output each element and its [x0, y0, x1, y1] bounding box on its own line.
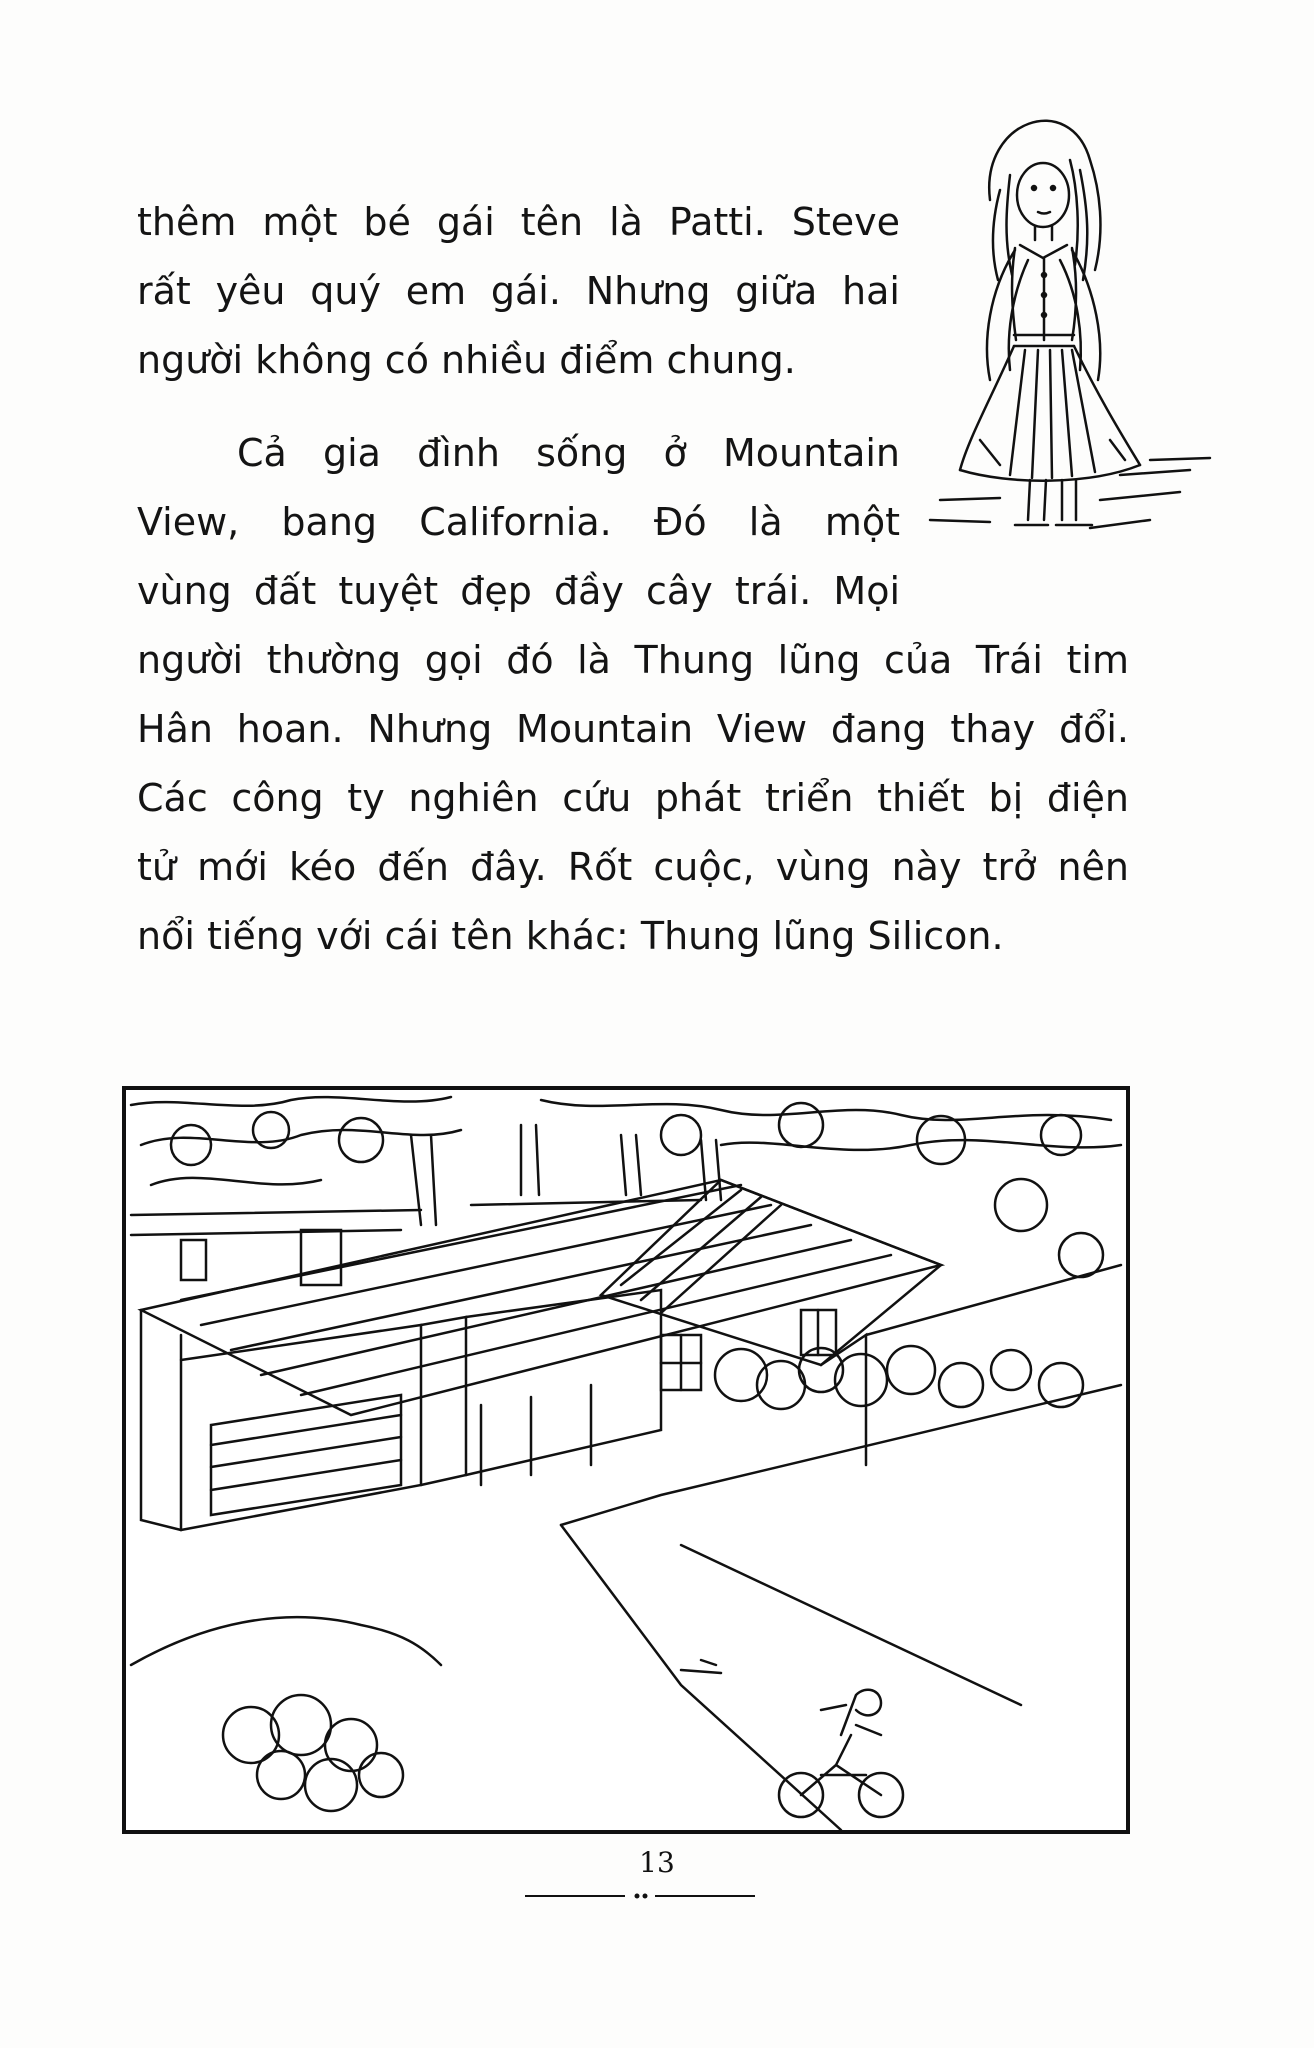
text-line: Cả gia đình sống ở Mountain	[237, 431, 900, 475]
text-line: nổi tiếng với cái tên khác: Thung lũng Silicon.	[137, 914, 1004, 958]
girl-illustration	[920, 80, 1220, 540]
text-line: vùng đất tuyệt đẹp đầy cây trái. Mọi	[137, 569, 900, 613]
page-number-ornament	[525, 1892, 755, 1900]
text-line: Hân hoan. Nhưng Mountain View đang thay đổi.	[137, 707, 1129, 751]
page-number: 13	[639, 1846, 675, 1879]
house-illustration	[121, 1085, 1131, 1835]
text-line: tử mới kéo đến đây. Rốt cuộc, vùng này trở nên	[137, 845, 1129, 889]
text-line: View, bang California. Đó là một	[137, 500, 900, 544]
text-line: người thường gọi đó là Thung lũng của Trái tim	[137, 638, 1129, 682]
text-line: rất yêu quý em gái. Nhưng giữa hai	[137, 269, 900, 313]
text-line: Các công ty nghiên cứu phát triển thiết bị điện	[137, 776, 1129, 820]
text-line: người không có nhiều điểm chung.	[137, 338, 796, 382]
text-line: thêm một bé gái tên là Patti. Steve	[137, 200, 900, 244]
